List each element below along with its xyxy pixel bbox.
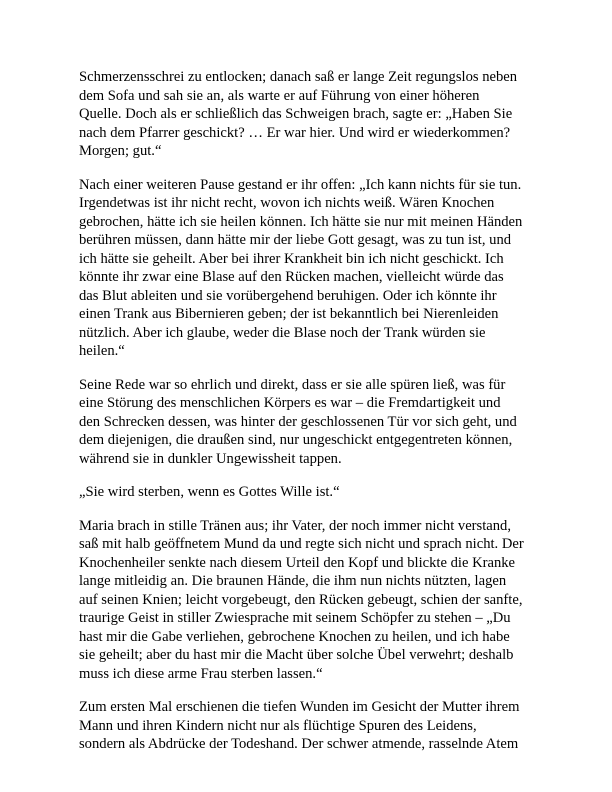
text-line: berühren müssen, dann hätte mir der liebe Gott gesagt, was zu tun ist, und	[79, 232, 512, 248]
text-line: nach dem Pfarrer geschickt? … Er war hier. Und wird er wiederkommen?	[79, 124, 511, 141]
text-line: eine Störung des menschlichen Körpers es war – die Fremdartigkeit und	[79, 395, 501, 411]
text-line: traurige Geist in stiller Zwiesprache mit seinem Schöpfer zu stehen – „Du	[79, 610, 511, 626]
text-line: „Sie wird sterben, wenn es Gottes Wille ist.“	[79, 484, 340, 500]
text-line: Knochenheiler senkte nach diesem Urteil den Kopf und blickte die Kranke	[79, 554, 516, 571]
text-line: muss ich diese arme Frau sterben lassen.“	[79, 665, 323, 682]
text-line: Morgen; gut.“	[79, 143, 162, 159]
text-line: Seine Rede war so ehrlich und direkt, dass er sie alle spüren ließ, was für	[79, 376, 506, 393]
paragraph-3	[79, 376, 549, 469]
paragraph-4	[79, 483, 549, 502]
text-line: Maria brach in stille Tränen aus; ihr Vater, der noch immer nicht verstand,	[79, 517, 511, 534]
text-line: einen Trank aus Bibernieren geben; der ist bekanntlich bei Nierenleiden	[79, 306, 499, 322]
paragraph-1	[79, 68, 549, 161]
text-line: sondern als Abdrücke der Todeshand. Der schwer atmende, rasselnde Atem	[79, 736, 519, 752]
text-line: dem diejenigen, die draußen sind, nur ungeschickt entgegentreten können,	[79, 432, 513, 448]
text-line: gebrochen, hätte ich sie heilen können. Ich hätte sie nur mit meinen Händen	[79, 213, 523, 230]
text-line: Schmerzensschrei zu entlocken; danach saß er lange Zeit regungslos neben	[79, 69, 518, 85]
text-line: heilen.“	[79, 343, 125, 359]
text-line: Irgendetwas ist ihr nicht recht, wovon ich nichts weiß. Wären Knochen	[79, 195, 495, 211]
text-line: hast mir die Gabe verliehen, gebrochene Knochen zu heilen, und ich habe	[79, 628, 510, 645]
text-line: dem Sofa und sah sie an, als warte er auf Führung von einer höheren	[79, 87, 480, 104]
text-line: nützlich. Aber ich glaube, weder die Blase noch der Trank würden sie	[79, 324, 486, 341]
text-line: ich hätte sie geheilt. Aber bei ihrer Krankheit bin ich nicht geschickt. Ich	[79, 250, 504, 267]
text-line: Mann und ihren Kindern nicht nur als flüchtige Spuren des Leidens,	[79, 717, 477, 734]
paragraph-2	[79, 176, 549, 361]
text-line: saß mit halb geöffnetem Mund da und regte sich nicht und sprach nicht. Der	[79, 536, 524, 552]
paragraph-5	[79, 517, 549, 684]
text-line: während sie in dunkler Ungewissheit tappen.	[79, 450, 342, 467]
body-text	[79, 68, 549, 769]
text-line: sie geheilt; aber du hast mir die Macht über solche Übel verwehrt; deshalb	[79, 647, 514, 663]
text-line: das Blut ableiten und sie vorübergehend beruhigen. Oder ich könnte ihr	[79, 287, 497, 304]
text-line: Nach einer weiteren Pause gestand er ihr offen: „Ich kann nichts für sie tun.	[79, 176, 522, 193]
text-line: lange mitleidig an. Die braunen Hände, die ihm nun nichts nützten, lagen	[79, 573, 507, 589]
text-line: Quelle. Doch als er schließlich das Schweigen brach, sagte er: „Haben Sie	[79, 106, 513, 122]
text-line: Zum ersten Mal erschienen die tiefen Wunden im Gesicht der Mutter ihrem	[79, 699, 520, 715]
text-line: den Schrecken dessen, was hinter der geschlossenen Tür vor sich geht, und	[79, 413, 517, 430]
text-line: auf seinen Knien; leicht vorgebeugt, den Rücken gebeugt, schien der sanfte,	[79, 591, 523, 608]
paragraph-6	[79, 698, 549, 754]
text-line: könnte ihr zwar eine Blase auf den Rücken machen, vielleicht würde das	[79, 269, 504, 285]
